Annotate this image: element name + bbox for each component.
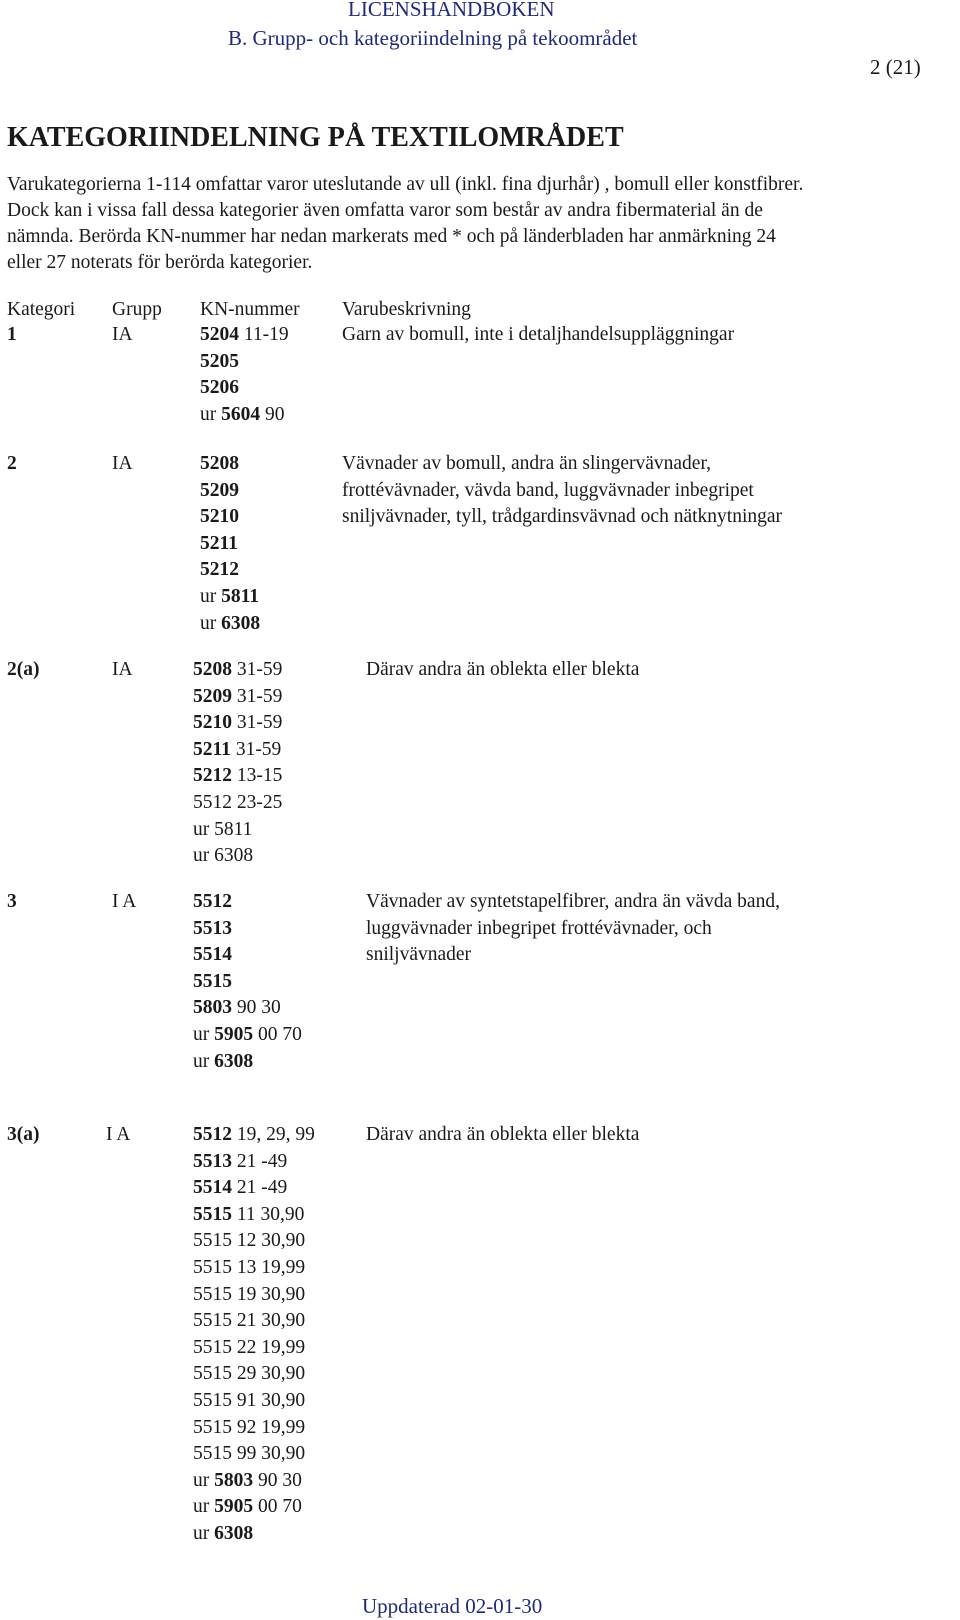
varubeskrivning-cell: [342, 451, 782, 531]
kn-bold: 5208: [200, 453, 239, 474]
kn-post: 19, 29, 99: [232, 1124, 315, 1145]
kn-pre: ur: [200, 585, 222, 607]
kn-nummer-line: [193, 1415, 315, 1442]
kn-nummer-cell: [193, 889, 302, 1075]
kn-post: 13-15: [232, 765, 283, 787]
kn-nummer-line: [200, 478, 260, 505]
kn-post: 11-19: [239, 324, 289, 345]
kn-nummer-line: [193, 817, 282, 844]
kn-nummer-line: [193, 1228, 315, 1255]
intro-line: Varukategorierna 1-114 omfattar varor uteslutande av ull (inkl. fina djurhår) , bomull eller konstfibrer.: [7, 174, 804, 195]
kn-nummer-line: [193, 889, 302, 916]
kategori-cell: 3(a): [7, 1124, 40, 1145]
kn-nummer-line: [193, 1049, 302, 1076]
kn-bold: 5204: [200, 324, 239, 345]
kn-nummer-cell: [200, 322, 289, 428]
kn-nummer-line: [193, 969, 302, 996]
varubeskrivning-cell: [366, 889, 780, 969]
varubeskrivning-line: luggvävnader inbegripet frottévävnader, och: [366, 917, 712, 939]
kn-bold: 5208: [193, 659, 232, 680]
kn-bold: 5515: [193, 970, 232, 992]
kn-nummer-line: [193, 1494, 315, 1521]
kn-nummer-line: [193, 1122, 315, 1149]
kn-nummer-line: [193, 1388, 315, 1415]
kn-nummer-line: [200, 504, 260, 531]
kn-pre: ur: [193, 1469, 215, 1491]
kn-bold: 5211: [200, 532, 238, 554]
kn-bold: 5803: [193, 997, 232, 1019]
kn-bold: 5513: [193, 1150, 232, 1172]
kn-bold: 5209: [200, 479, 239, 501]
kn-bold: 5210: [193, 712, 232, 734]
kn-nummer-line: [193, 790, 282, 817]
kn-bold: 6308: [221, 612, 261, 634]
kn-bold: 5209: [193, 685, 232, 707]
kn-bold: 6308: [214, 1050, 254, 1072]
header-title: LICENSHANDBOKEN: [348, 0, 555, 21]
intro-line: eller 27 noterats för berörda kategorier.: [7, 252, 313, 273]
kn-bold: 6308: [214, 1522, 254, 1544]
kn-bold: 5513: [193, 917, 232, 939]
kn-pre: 5515 29 30,90: [193, 1363, 306, 1385]
intro-line: Dock kan i vissa fall dessa kategorier även omfatta varor som består av andra fibermaterial än de: [7, 200, 763, 221]
kn-bold: 5905: [214, 1496, 254, 1518]
varubeskrivning-cell: [366, 1122, 639, 1149]
kn-post: 31-59: [232, 659, 283, 680]
kn-post: 90: [260, 403, 285, 425]
grupp-cell: IA: [112, 324, 133, 345]
kn-bold: 5212: [193, 765, 232, 787]
kn-pre: ur: [200, 403, 222, 425]
kn-pre: 5515 12 30,90: [193, 1230, 306, 1252]
kn-nummer-cell: [200, 451, 260, 637]
kn-bold: 5514: [193, 1177, 232, 1199]
varubeskrivning-cell: [366, 657, 639, 684]
kn-nummer-line: [200, 322, 289, 349]
page-number: 2 (21): [870, 55, 921, 79]
varubeskrivning-line: Vävnader av syntetstapelfibrer, andra än vävda band,: [366, 891, 780, 912]
varubeskrivning-line: Därav andra än oblekta eller blekta: [366, 659, 640, 680]
kategori-cell: 1: [7, 324, 17, 345]
kn-pre: 5515 13 19,99: [193, 1256, 306, 1278]
varubeskrivning-line: Vävnader av bomull, andra än slingervävnader,: [342, 453, 712, 474]
kn-post: 21 -49: [232, 1150, 288, 1172]
kn-nummer-line: [193, 1149, 315, 1176]
kn-nummer-line: [193, 684, 282, 711]
kn-nummer-line: [193, 657, 282, 684]
varubeskrivning-line: sniljvävnader: [366, 944, 472, 966]
kn-nummer-line: [193, 995, 302, 1022]
kn-post: 31-59: [230, 738, 282, 760]
kn-pre: 5515 22 19,99: [193, 1336, 306, 1358]
kn-post: 00 70: [253, 1023, 302, 1045]
kn-post: 11 30,90: [232, 1203, 305, 1225]
varubeskrivning-line: sniljvävnader, tyll, trådgardinsvävnad och nätknytningar: [342, 506, 783, 528]
kn-bold: 5205: [200, 350, 239, 372]
kn-nummer-line: [193, 1521, 315, 1548]
kn-bold: 5604: [221, 403, 261, 425]
grupp-cell: IA: [112, 453, 133, 474]
intro-line: nämnda. Berörda KN-nummer har nedan markerats med * och på länderbladen har anmärkning 24: [7, 226, 776, 247]
kn-post: 31-59: [232, 712, 283, 734]
kn-bold: 5811: [221, 585, 260, 607]
kn-nummer-line: [193, 1282, 315, 1309]
kn-pre: ur: [193, 1023, 215, 1045]
kategori-cell: 2(a): [7, 659, 40, 680]
kn-bold: 5803: [214, 1469, 254, 1491]
kn-post: 00 70: [253, 1496, 302, 1518]
kn-pre: ur: [193, 1522, 215, 1544]
kn-pre: 5515 92 19,99: [193, 1416, 306, 1438]
kn-nummer-line: [200, 531, 260, 558]
kn-nummer-line: [200, 557, 260, 584]
kn-nummer-line: [200, 349, 289, 376]
kn-bold: 5211: [193, 738, 231, 760]
column-header-kn: KN-nummer: [200, 299, 300, 320]
kn-pre: 5515 21 30,90: [193, 1310, 306, 1332]
kn-nummer-line: [193, 1441, 315, 1468]
kn-nummer-line: [193, 1468, 315, 1495]
kn-nummer-line: [200, 451, 260, 478]
kn-nummer-line: [200, 584, 260, 611]
column-header-desc: Varubeskrivning: [342, 299, 471, 320]
kn-bold: 5210: [200, 506, 239, 528]
kn-nummer-line: [193, 942, 302, 969]
footer-updated: Uppdaterad 02-01-30: [362, 1594, 543, 1618]
kn-post: 31-59: [232, 685, 283, 707]
kn-pre: ur 6308: [193, 845, 254, 867]
kn-post: 90 30: [253, 1469, 302, 1491]
intro-paragraph: [7, 172, 947, 276]
kn-bold: 5512: [193, 1124, 232, 1145]
page-title: KATEGORIINDELNING PÅ TEXTILOMRÅDET: [7, 122, 624, 153]
kn-nummer-line: [200, 402, 289, 429]
kn-pre: 5515 19 30,90: [193, 1283, 306, 1305]
column-header-grupp: Grupp: [112, 299, 162, 320]
kn-nummer-line: [193, 710, 282, 737]
kn-pre: 5512 23-25: [193, 791, 283, 813]
kn-nummer-line: [193, 1361, 315, 1388]
grupp-cell: IA: [112, 659, 133, 680]
kn-post: 21 -49: [232, 1177, 288, 1199]
header-subtitle: B. Grupp- och kategoriindelning på tekoområdet: [228, 26, 638, 50]
kn-nummer-line: [193, 1255, 315, 1282]
kn-pre: ur 5811: [193, 818, 253, 840]
kn-bold: 5515: [193, 1203, 232, 1225]
grupp-cell: I A: [106, 1124, 131, 1145]
kn-pre: 5515 91 30,90: [193, 1389, 306, 1411]
kn-nummer-line: [193, 916, 302, 943]
kn-bold: 5206: [200, 377, 239, 399]
varubeskrivning-cell: [342, 322, 734, 349]
kn-nummer-line: [193, 763, 282, 790]
varubeskrivning-line: Garn av bomull, inte i detaljhandelsuppläggningar: [342, 324, 735, 345]
kategori-cell: 3: [7, 891, 17, 912]
kn-nummer-cell: [193, 1122, 315, 1548]
kn-pre: ur: [193, 1050, 215, 1072]
kn-nummer-line: [193, 843, 282, 870]
kn-nummer-line: [193, 1308, 315, 1335]
kn-pre: ur: [200, 612, 222, 634]
varubeskrivning-line: Därav andra än oblekta eller blekta: [366, 1124, 640, 1145]
kn-bold: 5212: [200, 559, 239, 581]
kn-bold: 5905: [214, 1023, 254, 1045]
kn-nummer-line: [193, 1202, 315, 1229]
kn-pre: ur: [193, 1496, 215, 1518]
kn-post: 90 30: [232, 997, 281, 1019]
kn-nummer-line: [193, 1022, 302, 1049]
varubeskrivning-line: frottévävnader, vävda band, luggvävnader inbegripet: [342, 479, 754, 501]
kn-nummer-line: [193, 737, 282, 764]
kategori-cell: 2: [7, 453, 17, 474]
kn-nummer-line: [193, 1175, 315, 1202]
kn-nummer-line: [200, 375, 289, 402]
kn-nummer-line: [200, 611, 260, 638]
grupp-cell: I A: [112, 891, 137, 912]
kn-nummer-line: [193, 1335, 315, 1362]
kn-pre: 5515 99 30,90: [193, 1443, 306, 1465]
kn-bold: 5512: [193, 891, 232, 912]
kn-bold: 5514: [193, 944, 232, 966]
kn-nummer-cell: [193, 657, 282, 870]
column-header-kategori: Kategori: [7, 299, 76, 320]
